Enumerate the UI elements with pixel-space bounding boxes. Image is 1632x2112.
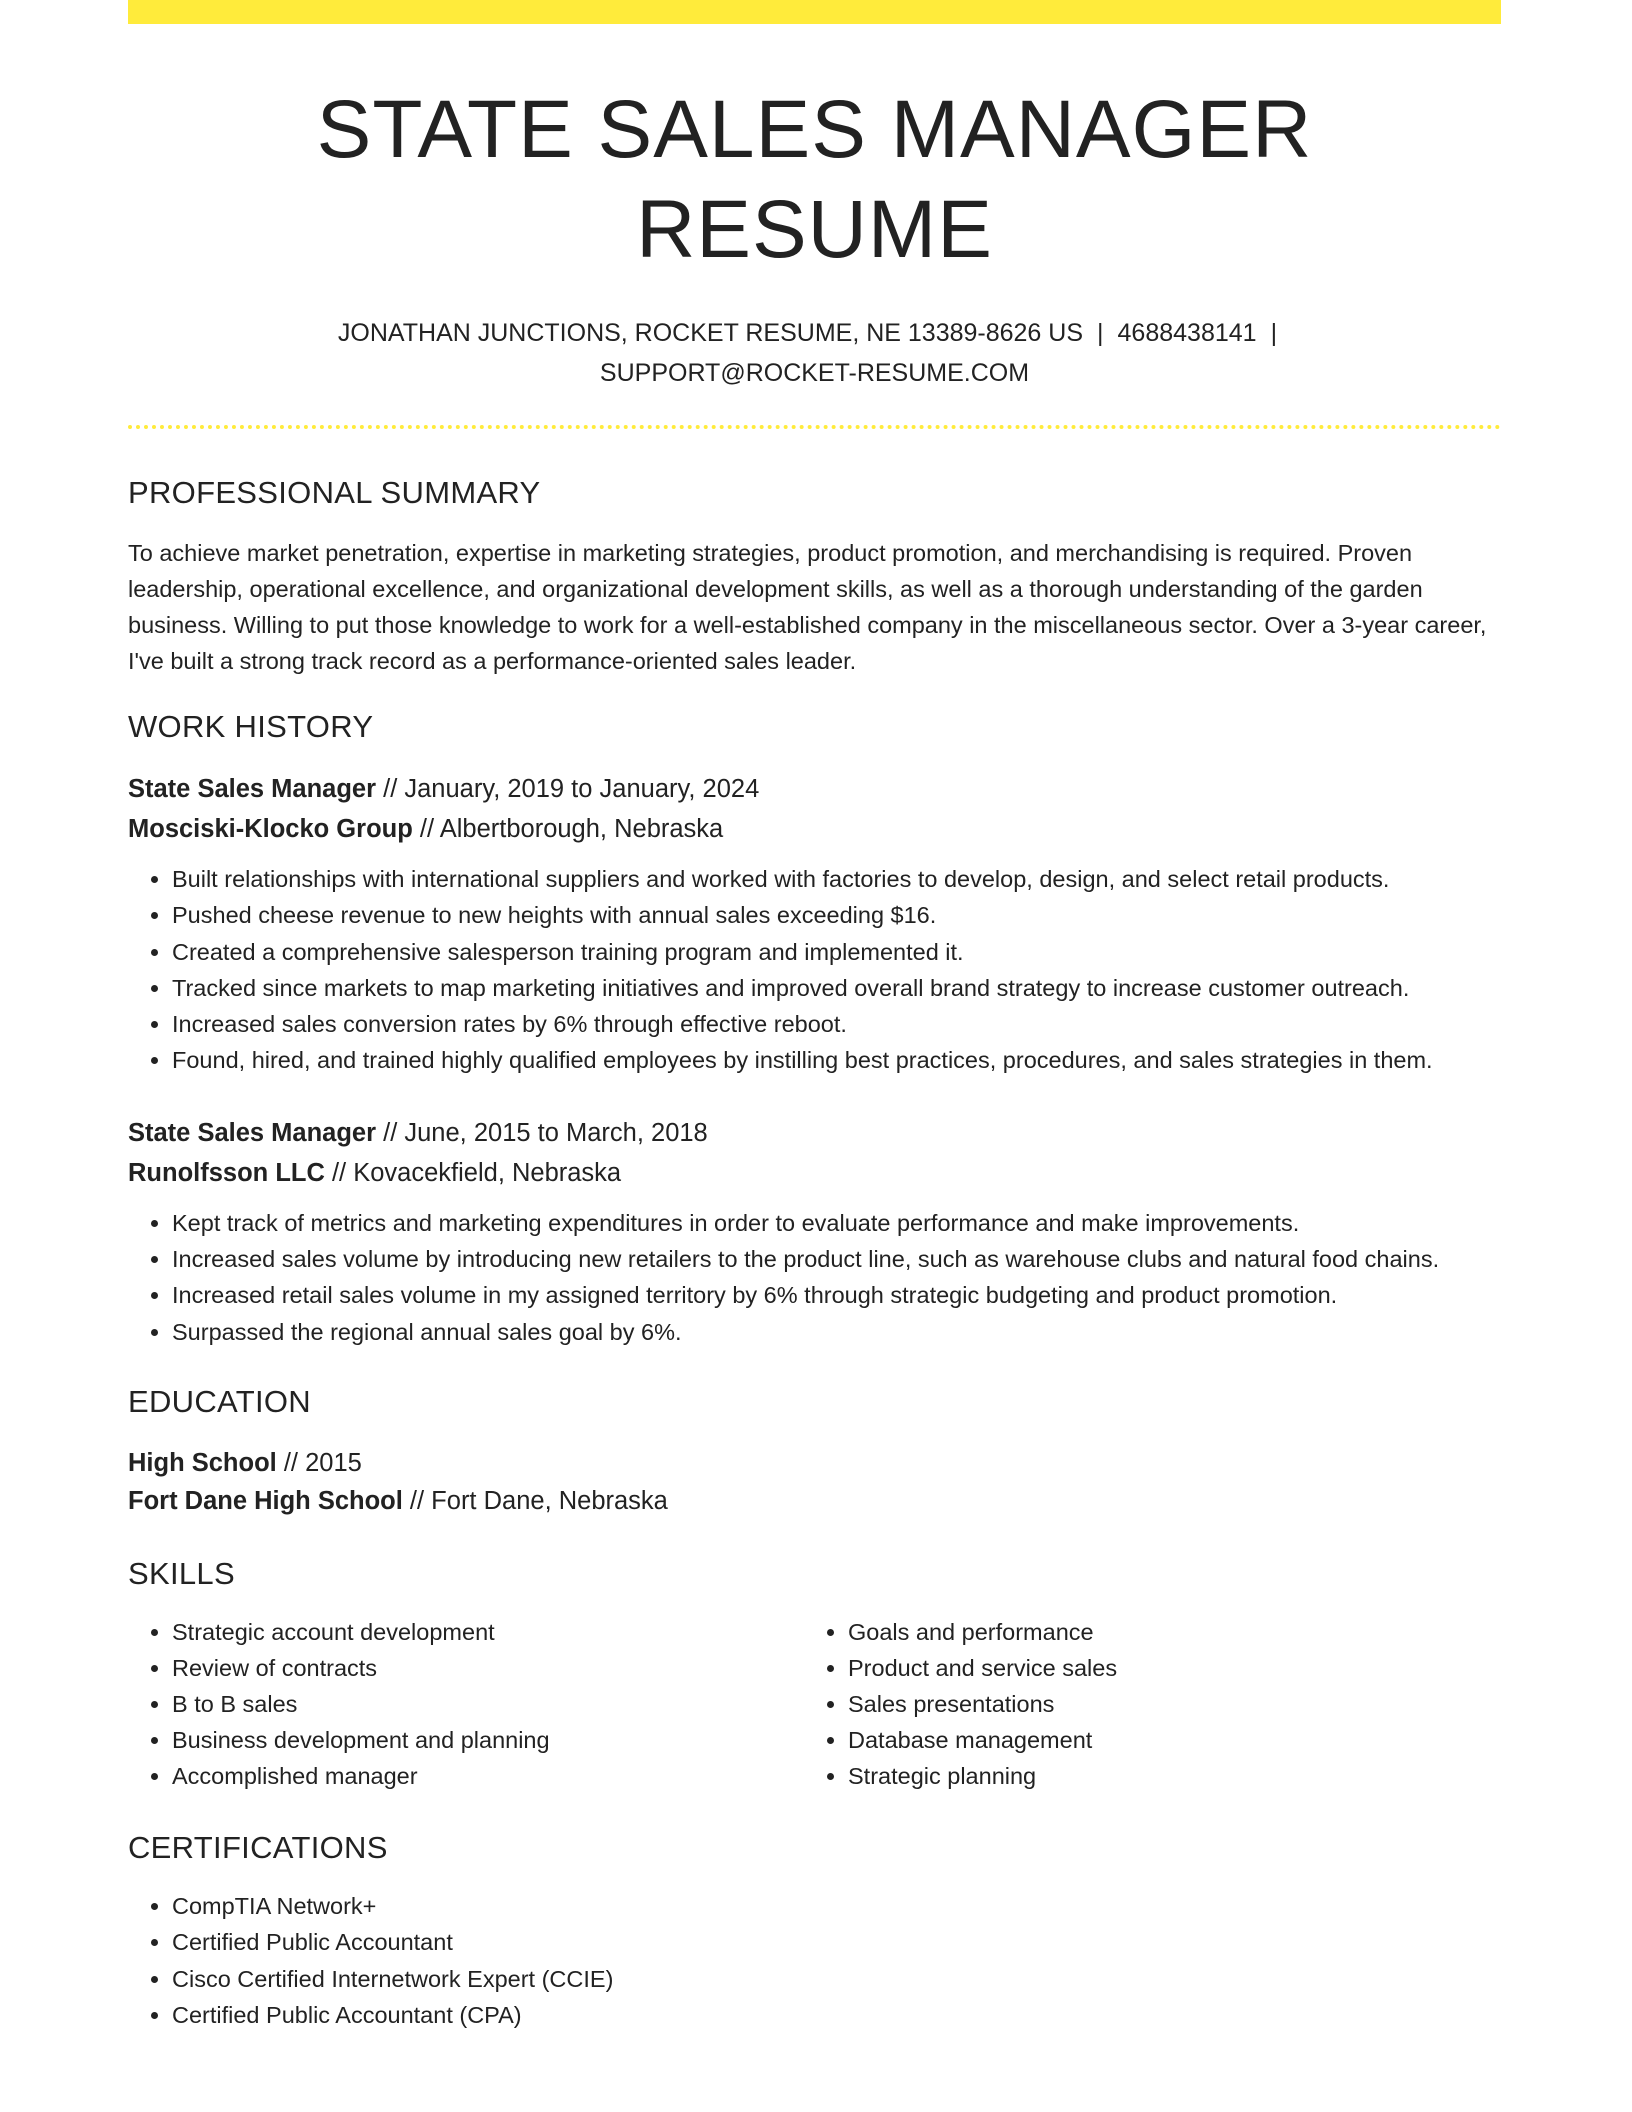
job-title: State Sales Manager <box>128 1118 377 1147</box>
list-item: • Pushed cheese revenue to new heights with annual sales exceeding $16. <box>172 897 1501 933</box>
list-item: • Built relationships with international suppliers and worked with factories to develop, design, and select retail products. <box>172 861 1501 897</box>
education-heading: EDUCATION <box>128 1383 311 1419</box>
contact-line-2 <box>128 353 1501 393</box>
skills-heading: SKILLS <box>128 1555 235 1591</box>
education-school-line <box>128 1482 1501 1520</box>
summary-text: To achieve market penetration, expertise in marketing strategies, product promotion, and merchandising is required. Proven leadership, operational excellence, and organizational development skills, as well as a thorough understanding of the garden business. Willing to put those knowledge to work for a well-established company in the miscellaneous sector. Over a 3-year career, I've built a strong track record as a performance-oriented sales leader. <box>128 540 1487 674</box>
education-degree: High School <box>128 1448 277 1477</box>
education-year: // 2015 <box>276 1448 362 1477</box>
job-title-line <box>128 1113 1501 1153</box>
job-company: Runolfsson LLC <box>128 1158 325 1187</box>
resume-title: STATE SALES MANAGER RESUME <box>316 84 1313 275</box>
contact-separator: | <box>1097 319 1104 347</box>
skills-right-list <box>802 1614 1478 1794</box>
list-item: • Found, hired, and trained highly qualified employees by instilling best practices, procedures, and sales strategies in them. <box>172 1042 1501 1078</box>
list-item: • Business development and planning <box>172 1722 802 1758</box>
job-company-line <box>128 1153 1501 1193</box>
contact-info <box>128 313 1501 393</box>
list-item: • Review of contracts <box>172 1650 802 1686</box>
skills-left-list <box>128 1614 802 1794</box>
education-school: Fort Dane High School <box>128 1486 403 1515</box>
list-item: • Increased sales volume by introducing new retailers to the product line, such as warehouse clubs and natural food chains. <box>172 1241 1501 1277</box>
list-item: • Increased retail sales volume in my assigned territory by 6% through strategic budgeting and product promotion. <box>172 1277 1501 1313</box>
certifications-list <box>128 1888 1501 2034</box>
list-item: • B to B sales <box>172 1686 802 1722</box>
summary-heading: PROFESSIONAL SUMMARY <box>128 475 541 510</box>
list-item: • Surpassed the regional annual sales goal by 6%. <box>172 1314 1501 1350</box>
list-item: • Sales presentations <box>848 1686 1478 1722</box>
job-dates: // January, 2019 to January, 2024 <box>376 775 760 803</box>
job-bullets <box>128 1205 1501 1350</box>
job-company: Mosciski-Klocko Group <box>128 815 413 843</box>
list-item: • Certified Public Accountant (CPA) <box>172 1997 1501 2034</box>
work-history-heading: WORK HISTORY <box>128 709 374 744</box>
list-item: • Strategic account development <box>172 1614 802 1650</box>
job-title: State Sales Manager <box>128 775 377 803</box>
list-item: • Database management <box>848 1722 1478 1758</box>
contact-email: SUPPORT@ROCKET-RESUME.COM <box>599 359 1030 387</box>
education-location: // Fort Dane, Nebraska <box>402 1486 668 1515</box>
contact-address: JONATHAN JUNCTIONS, ROCKET RESUME, NE 13389-8626 US <box>337 319 1084 347</box>
list-item: • CompTIA Network+ <box>172 1888 1501 1925</box>
job-dates: // June, 2015 to March, 2018 <box>376 1118 708 1147</box>
list-item: • Product and service sales <box>848 1650 1478 1686</box>
job-title-line <box>128 769 1501 809</box>
resume-content <box>128 0 1501 2034</box>
list-item: • Strategic planning <box>848 1758 1478 1794</box>
list-item: • Increased sales conversion rates by 6% through effective reboot. <box>172 1006 1501 1042</box>
list-item: • Kept track of metrics and marketing expenditures in order to evaluate performance and make improvements. <box>172 1205 1501 1241</box>
education-degree-line <box>128 1444 1501 1482</box>
list-item: • Accomplished manager <box>172 1758 802 1794</box>
contact-line-1 <box>128 313 1501 353</box>
list-item: • Goals and performance <box>848 1614 1478 1650</box>
contact-separator: | <box>1270 319 1278 347</box>
list-item: • Tracked since markets to map marketing initiatives and improved overall brand strategy to increase customer outreach. <box>172 970 1501 1006</box>
job-location: // Albertborough, Nebraska <box>412 815 724 843</box>
skills-columns <box>128 1614 1501 1794</box>
job-entry-2 <box>128 1113 1501 1350</box>
list-item: • Created a comprehensive salesperson training program and implemented it. <box>172 934 1501 970</box>
dotted-divider <box>128 425 1501 429</box>
list-item: • Certified Public Accountant <box>172 1924 1501 1961</box>
job-company-line <box>128 809 1501 849</box>
certifications-heading: CERTIFICATIONS <box>128 1829 388 1865</box>
contact-phone: 4688438141 <box>1117 319 1257 347</box>
job-bullets <box>128 861 1501 1079</box>
job-location: // Kovacekfield, Nebraska <box>324 1158 622 1187</box>
job-entry-1 <box>128 769 1501 1079</box>
list-item: • Cisco Certified Internetwork Expert (CCIE) <box>172 1961 1501 1998</box>
education-entry <box>128 1444 1501 1520</box>
